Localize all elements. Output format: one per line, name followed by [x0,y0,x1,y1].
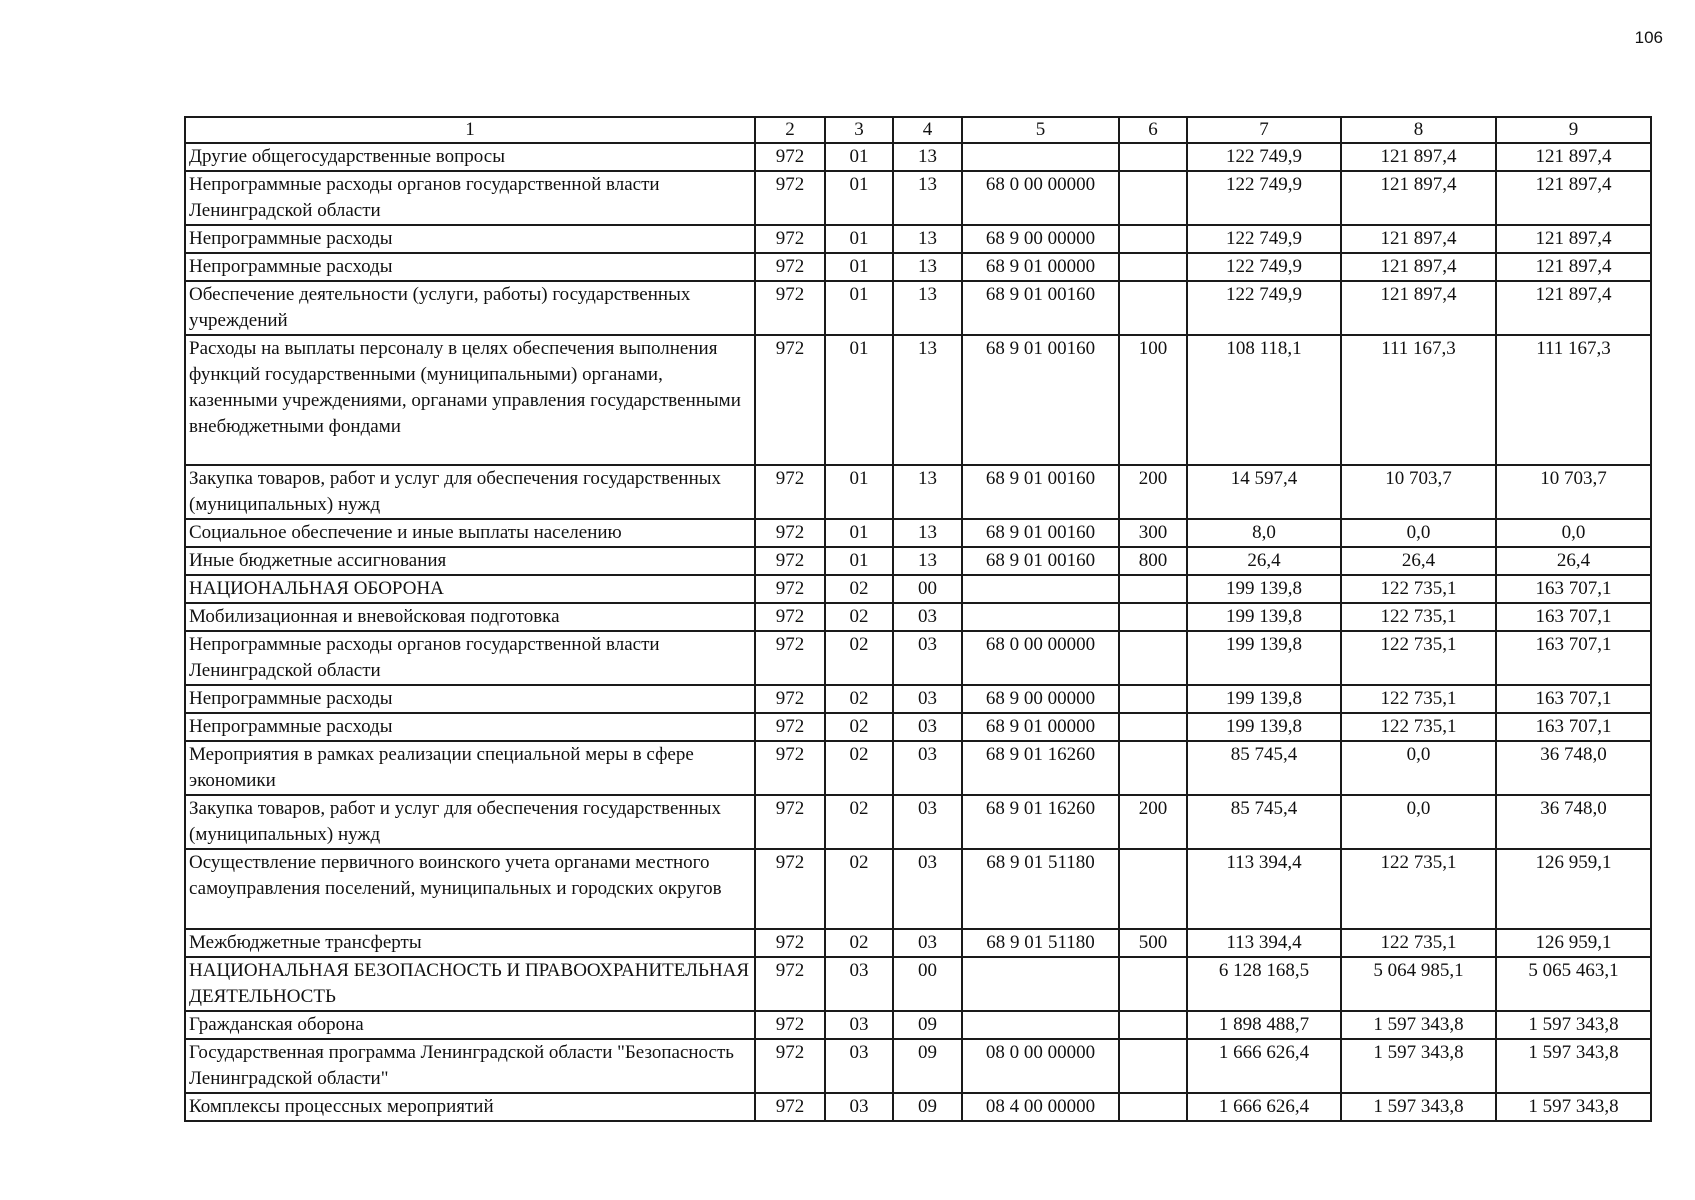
grbs-code-cell: 972 [755,519,825,547]
expense-type-cell: 300 [1119,519,1187,547]
grbs-code-cell: 972 [755,335,825,465]
expense-name-cell: Закупка товаров, работ и услуг для обеспечения государственных (муниципальных) нужд [185,465,755,519]
expense-name-cell: Обеспечение деятельности (услуги, работы) государственных учреждений [185,281,755,335]
target-article-cell: 68 9 01 00000 [962,253,1119,281]
section-code-cell: 01 [825,547,893,575]
amount-col9-cell: 1 597 343,8 [1496,1093,1651,1121]
expense-type-cell [1119,685,1187,713]
header-cell: 4 [893,117,962,143]
expense-type-cell [1119,1039,1187,1093]
amount-col9-cell: 5 065 463,1 [1496,957,1651,1011]
grbs-code-cell: 972 [755,171,825,225]
table-row [185,1093,1651,1121]
table-row [185,713,1651,741]
amount-col9-cell: 163 707,1 [1496,603,1651,631]
subsection-code-cell: 03 [893,603,962,631]
amount-col8-cell: 111 167,3 [1341,335,1496,465]
subsection-code-cell: 03 [893,741,962,795]
target-article-cell: 68 9 00 00000 [962,225,1119,253]
table-row [185,685,1651,713]
expense-name-cell: Непрограммные расходы [185,685,755,713]
expense-name-cell: Осуществление первичного воинского учета органами местного самоуправления поселений, муниципальных и городских округов [185,849,755,929]
table-row [185,575,1651,603]
expense-name-cell: Непрограммные расходы [185,225,755,253]
amount-col8-cell: 1 597 343,8 [1341,1011,1496,1039]
expense-type-cell: 100 [1119,335,1187,465]
expense-type-cell [1119,281,1187,335]
table-row [185,253,1651,281]
amount-col7-cell: 1 898 488,7 [1187,1011,1341,1039]
table-row [185,1039,1651,1093]
expense-type-cell [1119,253,1187,281]
subsection-code-cell: 03 [893,929,962,957]
amount-col7-cell: 85 745,4 [1187,795,1341,849]
grbs-code-cell: 972 [755,713,825,741]
table-row [185,171,1651,225]
amount-col7-cell: 113 394,4 [1187,849,1341,929]
amount-col9-cell: 121 897,4 [1496,253,1651,281]
amount-col7-cell: 122 749,9 [1187,281,1341,335]
amount-col9-cell: 1 597 343,8 [1496,1039,1651,1093]
amount-col8-cell: 1 597 343,8 [1341,1039,1496,1093]
expense-type-cell: 200 [1119,795,1187,849]
amount-col9-cell: 36 748,0 [1496,741,1651,795]
table-row [185,335,1651,465]
target-article-cell: 68 9 01 00160 [962,547,1119,575]
target-article-cell: 68 9 00 00000 [962,685,1119,713]
subsection-code-cell: 13 [893,171,962,225]
subsection-code-cell: 09 [893,1039,962,1093]
expense-type-cell [1119,603,1187,631]
amount-col9-cell: 0,0 [1496,519,1651,547]
section-code-cell: 01 [825,171,893,225]
expense-name-cell: Государственная программа Ленинградской области "Безопасность Ленинградской области" [185,1039,755,1093]
header-cell: 8 [1341,117,1496,143]
amount-col7-cell: 8,0 [1187,519,1341,547]
table-row [185,143,1651,171]
amount-col8-cell: 121 897,4 [1341,253,1496,281]
target-article-cell: 68 0 00 00000 [962,631,1119,685]
section-code-cell: 01 [825,143,893,171]
amount-col7-cell: 122 749,9 [1187,143,1341,171]
amount-col8-cell: 122 735,1 [1341,713,1496,741]
expense-name-cell: Непрограммные расходы [185,713,755,741]
amount-col8-cell: 1 597 343,8 [1341,1093,1496,1121]
amount-col7-cell: 122 749,9 [1187,253,1341,281]
subsection-code-cell: 13 [893,225,962,253]
amount-col9-cell: 163 707,1 [1496,575,1651,603]
amount-col8-cell: 0,0 [1341,741,1496,795]
grbs-code-cell: 972 [755,225,825,253]
subsection-code-cell: 00 [893,957,962,1011]
grbs-code-cell: 972 [755,631,825,685]
subsection-code-cell: 13 [893,335,962,465]
target-article-cell [962,143,1119,171]
expense-name-cell: Мобилизационная и вневойсковая подготовка [185,603,755,631]
amount-col7-cell: 199 139,8 [1187,631,1341,685]
target-article-cell [962,603,1119,631]
grbs-code-cell: 972 [755,1011,825,1039]
section-code-cell: 02 [825,741,893,795]
grbs-code-cell: 972 [755,465,825,519]
target-article-cell: 68 9 01 00160 [962,519,1119,547]
expense-type-cell [1119,225,1187,253]
subsection-code-cell: 09 [893,1011,962,1039]
amount-col7-cell: 6 128 168,5 [1187,957,1341,1011]
grbs-code-cell: 972 [755,1039,825,1093]
section-code-cell: 01 [825,225,893,253]
amount-col8-cell: 121 897,4 [1341,225,1496,253]
amount-col8-cell: 122 735,1 [1341,685,1496,713]
section-code-cell: 01 [825,281,893,335]
amount-col7-cell: 199 139,8 [1187,603,1341,631]
expense-type-cell [1119,575,1187,603]
subsection-code-cell: 03 [893,685,962,713]
subsection-code-cell: 13 [893,281,962,335]
subsection-code-cell: 03 [893,795,962,849]
section-code-cell: 03 [825,1093,893,1121]
budget-table [184,116,1652,1122]
header-cell: 6 [1119,117,1187,143]
amount-col9-cell: 121 897,4 [1496,225,1651,253]
amount-col9-cell: 121 897,4 [1496,281,1651,335]
subsection-code-cell: 13 [893,465,962,519]
expense-name-cell: Мероприятия в рамках реализации специальной меры в сфере экономики [185,741,755,795]
expense-name-cell: Социальное обеспечение и иные выплаты населению [185,519,755,547]
amount-col7-cell: 1 666 626,4 [1187,1093,1341,1121]
section-code-cell: 02 [825,575,893,603]
expense-name-cell: Гражданская оборона [185,1011,755,1039]
grbs-code-cell: 972 [755,795,825,849]
section-code-cell: 02 [825,849,893,929]
section-code-cell: 02 [825,631,893,685]
target-article-cell: 68 9 01 00160 [962,465,1119,519]
table-row [185,631,1651,685]
amount-col8-cell: 10 703,7 [1341,465,1496,519]
expense-name-cell: НАЦИОНАЛЬНАЯ ОБОРОНА [185,575,755,603]
expense-type-cell [1119,713,1187,741]
target-article-cell: 08 0 00 00000 [962,1039,1119,1093]
amount-col9-cell: 36 748,0 [1496,795,1651,849]
expense-type-cell [1119,1093,1187,1121]
section-code-cell: 02 [825,929,893,957]
expense-name-cell: Межбюджетные трансферты [185,929,755,957]
expense-name-cell: Иные бюджетные ассигнования [185,547,755,575]
subsection-code-cell: 13 [893,519,962,547]
expense-type-cell [1119,631,1187,685]
expense-name-cell: НАЦИОНАЛЬНАЯ БЕЗОПАСНОСТЬ И ПРАВООХРАНИТЕЛЬНАЯ ДЕЯТЕЛЬНОСТЬ [185,957,755,1011]
expense-name-cell: Закупка товаров, работ и услуг для обеспечения государственных (муниципальных) нужд [185,795,755,849]
section-code-cell: 01 [825,519,893,547]
target-article-cell [962,575,1119,603]
amount-col9-cell: 111 167,3 [1496,335,1651,465]
grbs-code-cell: 972 [755,849,825,929]
section-code-cell: 03 [825,957,893,1011]
amount-col9-cell: 121 897,4 [1496,143,1651,171]
expense-type-cell: 500 [1119,929,1187,957]
grbs-code-cell: 972 [755,253,825,281]
section-code-cell: 03 [825,1039,893,1093]
grbs-code-cell: 972 [755,1093,825,1121]
grbs-code-cell: 972 [755,685,825,713]
subsection-code-cell: 03 [893,631,962,685]
grbs-code-cell: 972 [755,547,825,575]
subsection-code-cell: 03 [893,849,962,929]
amount-col7-cell: 26,4 [1187,547,1341,575]
amount-col9-cell: 163 707,1 [1496,685,1651,713]
grbs-code-cell: 972 [755,143,825,171]
grbs-code-cell: 972 [755,741,825,795]
amount-col9-cell: 163 707,1 [1496,713,1651,741]
subsection-code-cell: 13 [893,547,962,575]
amount-col7-cell: 1 666 626,4 [1187,1039,1341,1093]
expense-type-cell: 800 [1119,547,1187,575]
table-row [185,795,1651,849]
expense-type-cell [1119,849,1187,929]
table-row [185,929,1651,957]
table-row [185,741,1651,795]
expense-name-cell: Другие общегосударственные вопросы [185,143,755,171]
section-code-cell: 02 [825,685,893,713]
grbs-code-cell: 972 [755,957,825,1011]
expense-type-cell [1119,1011,1187,1039]
target-article-cell: 68 9 01 16260 [962,795,1119,849]
target-article-cell: 68 9 01 51180 [962,929,1119,957]
amount-col8-cell: 5 064 985,1 [1341,957,1496,1011]
amount-col7-cell: 14 597,4 [1187,465,1341,519]
table-row [185,281,1651,335]
expense-name-cell: Непрограммные расходы [185,253,755,281]
table-row [185,225,1651,253]
target-article-cell: 68 9 01 51180 [962,849,1119,929]
expense-type-cell [1119,741,1187,795]
header-cell: 2 [755,117,825,143]
amount-col9-cell: 126 959,1 [1496,849,1651,929]
table-row [185,547,1651,575]
target-article-cell: 08 4 00 00000 [962,1093,1119,1121]
grbs-code-cell: 972 [755,603,825,631]
section-code-cell: 03 [825,1011,893,1039]
grbs-code-cell: 972 [755,929,825,957]
amount-col7-cell: 199 139,8 [1187,685,1341,713]
table-row [185,519,1651,547]
expense-name-cell: Комплексы процессных мероприятий [185,1093,755,1121]
expense-name-cell: Расходы на выплаты персоналу в целях обеспечения выполнения функций государственными (муниципальными) органами, казенными учреждениями, органами управления государственными внебюджетными фондами [185,335,755,465]
target-article-cell [962,957,1119,1011]
amount-col7-cell: 199 139,8 [1187,575,1341,603]
table-row [185,849,1651,929]
amount-col7-cell: 122 749,9 [1187,171,1341,225]
subsection-code-cell: 09 [893,1093,962,1121]
target-article-cell: 68 9 01 00160 [962,281,1119,335]
section-code-cell: 02 [825,795,893,849]
amount-col8-cell: 122 735,1 [1341,575,1496,603]
amount-col8-cell: 122 735,1 [1341,603,1496,631]
amount-col9-cell: 126 959,1 [1496,929,1651,957]
subsection-code-cell: 13 [893,143,962,171]
amount-col8-cell: 26,4 [1341,547,1496,575]
amount-col8-cell: 121 897,4 [1341,143,1496,171]
amount-col7-cell: 85 745,4 [1187,741,1341,795]
subsection-code-cell: 03 [893,713,962,741]
expense-type-cell [1119,957,1187,1011]
amount-col8-cell: 122 735,1 [1341,929,1496,957]
target-article-cell: 68 9 01 00160 [962,335,1119,465]
section-code-cell: 01 [825,465,893,519]
table-row [185,465,1651,519]
header-cell: 3 [825,117,893,143]
page-number: 106 [1634,28,1663,47]
amount-col7-cell: 113 394,4 [1187,929,1341,957]
header-cell: 7 [1187,117,1341,143]
amount-col9-cell: 121 897,4 [1496,171,1651,225]
section-code-cell: 02 [825,603,893,631]
amount-col7-cell: 122 749,9 [1187,225,1341,253]
amount-col9-cell: 1 597 343,8 [1496,1011,1651,1039]
expense-name-cell: Непрограммные расходы органов государственной власти Ленинградской области [185,171,755,225]
grbs-code-cell: 972 [755,575,825,603]
table-row [185,1011,1651,1039]
target-article-cell: 68 9 01 16260 [962,741,1119,795]
amount-col8-cell: 0,0 [1341,519,1496,547]
amount-col7-cell: 108 118,1 [1187,335,1341,465]
amount-col8-cell: 121 897,4 [1341,281,1496,335]
header-cell: 1 [185,117,755,143]
amount-col8-cell: 121 897,4 [1341,171,1496,225]
header-cell: 9 [1496,117,1651,143]
subsection-code-cell: 13 [893,253,962,281]
section-code-cell: 01 [825,253,893,281]
expense-name-cell: Непрограммные расходы органов государственной власти Ленинградской области [185,631,755,685]
amount-col7-cell: 199 139,8 [1187,713,1341,741]
section-code-cell: 01 [825,335,893,465]
target-article-cell [962,1011,1119,1039]
section-code-cell: 02 [825,713,893,741]
target-article-cell: 68 9 01 00000 [962,713,1119,741]
expense-type-cell: 200 [1119,465,1187,519]
target-article-cell: 68 0 00 00000 [962,171,1119,225]
amount-col8-cell: 0,0 [1341,795,1496,849]
subsection-code-cell: 00 [893,575,962,603]
amount-col8-cell: 122 735,1 [1341,631,1496,685]
amount-col9-cell: 10 703,7 [1496,465,1651,519]
expense-type-cell [1119,143,1187,171]
header-cell: 5 [962,117,1119,143]
expense-type-cell [1119,171,1187,225]
amount-col8-cell: 122 735,1 [1341,849,1496,929]
grbs-code-cell: 972 [755,281,825,335]
amount-col9-cell: 163 707,1 [1496,631,1651,685]
header-row [185,117,1651,143]
table-row [185,603,1651,631]
table-row [185,957,1651,1011]
amount-col9-cell: 26,4 [1496,547,1651,575]
